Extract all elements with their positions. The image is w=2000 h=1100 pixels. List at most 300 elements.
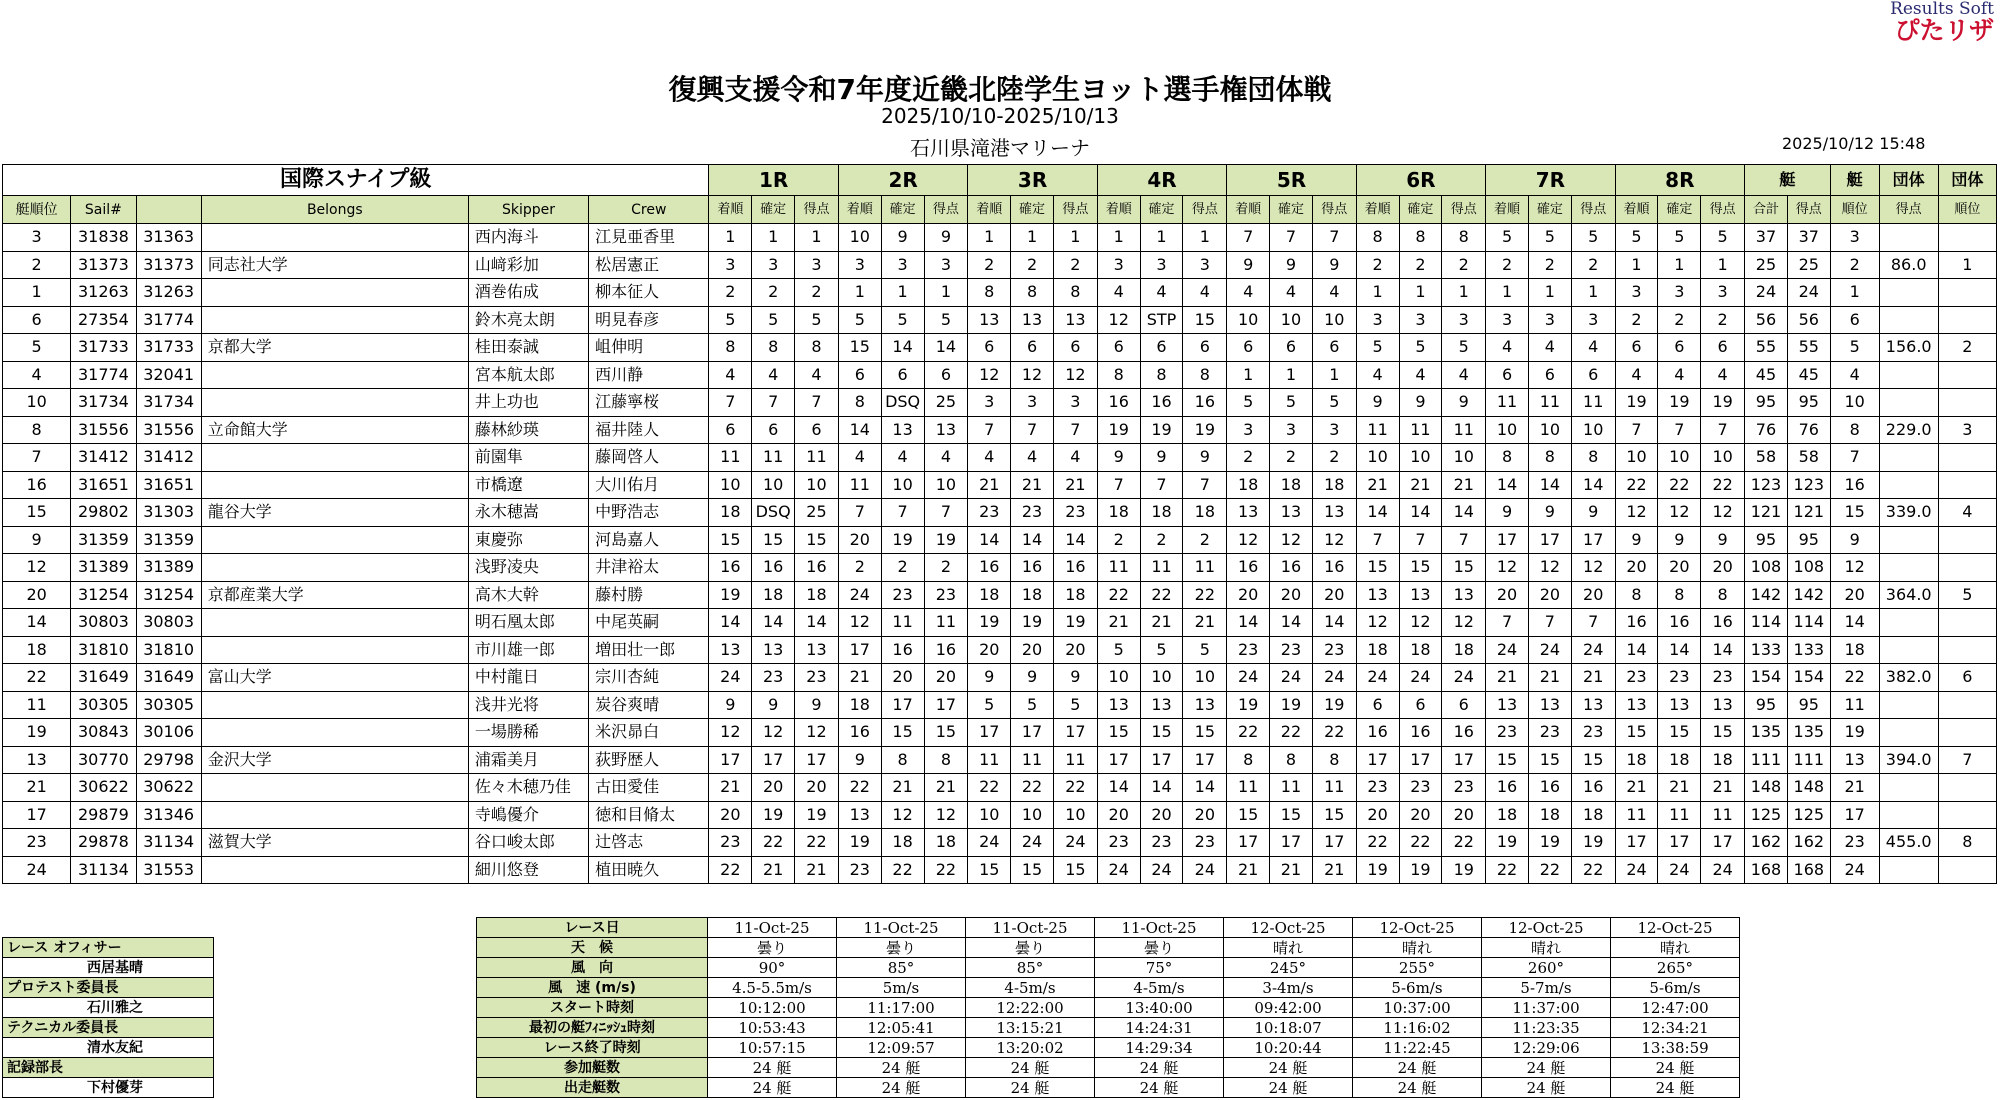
condition-value: 晴れ: [1224, 938, 1353, 958]
race-score-cell: 18: [1571, 801, 1615, 829]
race-score-cell: 16: [1097, 389, 1140, 417]
skipper-cell: 浅野凌央: [468, 554, 588, 582]
race-score-cell: 5: [924, 306, 968, 334]
race-score-cell: 7: [1227, 224, 1270, 252]
crew-cell: 大川佑月: [589, 471, 709, 499]
race-score-cell: 11: [1658, 801, 1701, 829]
race-score-cell: 4: [1615, 361, 1658, 389]
race-header-2: 2R: [838, 165, 967, 196]
team-points-cell: 86.0: [1879, 251, 1938, 279]
team-points-cell: [1879, 471, 1938, 499]
race-score-cell: 21: [838, 664, 881, 692]
team-points-cell: [1879, 526, 1938, 554]
race-score-cell: 17: [709, 746, 752, 774]
race-score-cell: 11: [968, 746, 1011, 774]
boat-rank-cell: 16: [3, 471, 71, 499]
race-score-cell: 12: [1399, 609, 1442, 637]
sub-header-points: 得点: [1312, 196, 1356, 224]
race-score-cell: 4: [1011, 444, 1054, 472]
race-score-cell: 8: [1053, 279, 1097, 307]
race-score-cell: 17: [838, 636, 881, 664]
boat-final-rank-cell: 22: [1830, 664, 1879, 692]
race-score-cell: 19: [1312, 691, 1356, 719]
officer-name: 下村優芽: [3, 1078, 214, 1098]
race-score-cell: 21: [1140, 609, 1183, 637]
race-score-cell: 7: [1011, 416, 1054, 444]
sail-number-2-cell: 31254: [136, 581, 201, 609]
sub-header-finish: 着順: [1356, 196, 1399, 224]
race-score-cell: 7: [1356, 526, 1399, 554]
race-score-cell: 3: [1571, 306, 1615, 334]
team-rank-cell: [1938, 691, 1996, 719]
sail-number-cell: 31373: [71, 251, 136, 279]
race-score-cell: 10: [838, 224, 881, 252]
race-score-cell: 10: [1140, 664, 1183, 692]
boat-rank-cell: 6: [3, 306, 71, 334]
race-score-cell: 14: [1658, 636, 1701, 664]
sub-header-points: 得点: [924, 196, 968, 224]
race-score-cell: 18: [1227, 471, 1270, 499]
race-score-cell: 11: [1011, 746, 1054, 774]
race-score-cell: 23: [1183, 829, 1227, 857]
condition-value: 12:09:57: [837, 1038, 966, 1058]
race-score-cell: 1: [1486, 279, 1529, 307]
race-header-3: 3R: [968, 165, 1097, 196]
race-score-cell: 13: [752, 636, 795, 664]
race-score-cell: 23: [709, 829, 752, 857]
race-score-cell: 2: [1183, 526, 1227, 554]
race-score-cell: 20: [1270, 581, 1313, 609]
points-cell: 56: [1787, 306, 1830, 334]
boat-final-rank-cell: 14: [1830, 609, 1879, 637]
results-soft-logo: [1890, 0, 1994, 44]
race-score-cell: 5: [1053, 691, 1097, 719]
skipper-cell: 永木穂嵩: [468, 499, 588, 527]
race-score-cell: 5: [1701, 224, 1745, 252]
race-score-cell: 24: [1486, 636, 1529, 664]
race-score-cell: 18: [1615, 746, 1658, 774]
race-score-cell: 1: [1183, 224, 1227, 252]
belongs-cell: [201, 856, 468, 884]
race-score-cell: 3: [1011, 389, 1054, 417]
race-score-cell: 19: [1701, 389, 1745, 417]
crew-cell: 井津裕太: [589, 554, 709, 582]
race-score-cell: 15: [881, 719, 924, 747]
race-score-cell: 23: [1528, 719, 1571, 747]
race-score-cell: 17: [924, 691, 968, 719]
race-score-cell: 23: [1486, 719, 1529, 747]
sail-number-2-cell: 31734: [136, 389, 201, 417]
sail-number-2-cell: 31303: [136, 499, 201, 527]
race-score-cell: 16: [1701, 609, 1745, 637]
officer-name-row: [3, 1078, 214, 1098]
race-score-cell: 9: [1227, 251, 1270, 279]
race-score-cell: 8: [1701, 581, 1745, 609]
race-score-cell: 3: [838, 251, 881, 279]
skipper-cell: 山﨑彩加: [468, 251, 588, 279]
race-score-cell: 22: [1701, 471, 1745, 499]
total-cell: 25: [1745, 251, 1788, 279]
race-score-cell: 4: [1183, 279, 1227, 307]
race-score-cell: 3: [881, 251, 924, 279]
sub-header-finish: 着順: [1615, 196, 1658, 224]
total-cell: 154: [1745, 664, 1788, 692]
boat-rank-cell: 19: [3, 719, 71, 747]
crew-cell: 明見春彦: [589, 306, 709, 334]
race-score-cell: 18: [1312, 471, 1356, 499]
race-score-cell: 7: [1615, 416, 1658, 444]
team-rank-cell: [1938, 636, 1996, 664]
race-score-cell: 11: [838, 471, 881, 499]
race-score-cell: 6: [1399, 691, 1442, 719]
belongs-cell: [201, 361, 468, 389]
race-score-cell: 12: [1011, 361, 1054, 389]
race-score-cell: 7: [1053, 416, 1097, 444]
race-score-cell: 6: [924, 361, 968, 389]
race-score-cell: 14: [1571, 471, 1615, 499]
total-cell: 95: [1745, 691, 1788, 719]
race-score-cell: 24: [1399, 664, 1442, 692]
race-score-cell: 20: [1183, 801, 1227, 829]
total-cell: 58: [1745, 444, 1788, 472]
race-score-cell: 9: [1097, 444, 1140, 472]
boat-final-rank-cell: 10: [1830, 389, 1879, 417]
race-score-cell: 6: [1011, 334, 1054, 362]
crew-cell: 植田暁久: [589, 856, 709, 884]
sail-number-2-cell: 31263: [136, 279, 201, 307]
points-cell: 148: [1787, 774, 1830, 802]
crew-cell: 徳和目脩太: [589, 801, 709, 829]
race-score-cell: 9: [1486, 499, 1529, 527]
skipper-cell: 谷口峻太郎: [468, 829, 588, 857]
race-score-cell: 17: [1053, 719, 1097, 747]
race-score-cell: 13: [709, 636, 752, 664]
race-score-cell: 8: [1528, 444, 1571, 472]
race-score-cell: 8: [1486, 444, 1529, 472]
race-score-cell: 7: [1701, 416, 1745, 444]
sail-number-cell: 29802: [71, 499, 136, 527]
team-points-cell: [1879, 224, 1938, 252]
crew-cell: 松居憲正: [589, 251, 709, 279]
sail-number-cell: 30622: [71, 774, 136, 802]
results-table: [2, 164, 1997, 884]
race-score-cell: 10: [1701, 444, 1745, 472]
sail-number-2-cell: 31134: [136, 829, 201, 857]
race-score-cell: 19: [1140, 416, 1183, 444]
race-score-cell: 6: [838, 361, 881, 389]
race-score-cell: 8: [924, 746, 968, 774]
race-score-cell: 12: [1097, 306, 1140, 334]
logo-line-1: Results Soft: [1890, 0, 1994, 19]
race-score-cell: 19: [881, 526, 924, 554]
race-score-cell: 10: [1571, 416, 1615, 444]
race-score-cell: 22: [1399, 829, 1442, 857]
race-header-4: 4R: [1097, 165, 1226, 196]
condition-value: 11:16:02: [1353, 1018, 1482, 1038]
race-score-cell: 6: [1097, 334, 1140, 362]
race-score-cell: 24: [838, 581, 881, 609]
race-score-cell: 23: [1571, 719, 1615, 747]
condition-value: 曇り: [837, 938, 966, 958]
team-points-header-top: 団体: [1879, 165, 1938, 196]
sub-header-final: 確定: [1528, 196, 1571, 224]
condition-value: 24 艇: [708, 1078, 837, 1098]
race-score-cell: 10: [968, 801, 1011, 829]
condition-value: 24 艇: [708, 1058, 837, 1078]
race-score-cell: 5: [1356, 334, 1399, 362]
boat-header: 艇: [1745, 165, 1831, 196]
crew-cell: 西川静: [589, 361, 709, 389]
sail-number-cell: 30305: [71, 691, 136, 719]
belongs-cell: [201, 389, 468, 417]
race-score-cell: 1: [881, 279, 924, 307]
result-row: [3, 471, 1997, 499]
race-score-cell: 19: [1053, 609, 1097, 637]
race-score-cell: 13: [924, 416, 968, 444]
condition-value: 11:23:35: [1482, 1018, 1611, 1038]
race-score-cell: DSQ: [752, 499, 795, 527]
condition-value: 曇り: [1095, 938, 1224, 958]
race-score-cell: 4: [1701, 361, 1745, 389]
race-score-cell: 6: [1053, 334, 1097, 362]
race-score-cell: 18: [1097, 499, 1140, 527]
race-score-cell: 1: [1658, 251, 1701, 279]
crew-cell: 炭谷爽晴: [589, 691, 709, 719]
race-score-cell: 7: [924, 499, 968, 527]
team-rank-cell: [1938, 774, 1996, 802]
points-cell: 154: [1787, 664, 1830, 692]
race-score-cell: 3: [1312, 416, 1356, 444]
condition-value: 24 艇: [966, 1078, 1095, 1098]
total-cell: 24: [1745, 279, 1788, 307]
race-score-cell: 5: [1183, 636, 1227, 664]
race-score-cell: 6: [881, 361, 924, 389]
race-score-cell: 1: [1399, 279, 1442, 307]
race-score-cell: 4: [1140, 279, 1183, 307]
race-score-cell: 11: [1227, 774, 1270, 802]
condition-value: 24 艇: [1224, 1078, 1353, 1098]
race-score-cell: 22: [924, 856, 968, 884]
race-score-cell: 8: [752, 334, 795, 362]
belongs-cell: 同志社大学: [201, 251, 468, 279]
race-score-cell: 15: [1571, 746, 1615, 774]
race-score-cell: 23: [1097, 829, 1140, 857]
race-score-cell: 15: [1658, 719, 1701, 747]
race-score-cell: 1: [1312, 361, 1356, 389]
condition-value: 24 艇: [837, 1058, 966, 1078]
condition-row: [477, 1058, 1740, 1078]
race-score-cell: 6: [1442, 691, 1486, 719]
team-points-cell: 156.0: [1879, 334, 1938, 362]
condition-row: [477, 1078, 1740, 1098]
race-score-cell: 10: [1356, 444, 1399, 472]
points-cell: 95: [1787, 526, 1830, 554]
race-score-cell: 9: [1615, 526, 1658, 554]
race-score-cell: 24: [1571, 636, 1615, 664]
race-score-cell: 8: [1658, 581, 1701, 609]
race-score-cell: 9: [1356, 389, 1399, 417]
race-score-cell: 21: [1227, 856, 1270, 884]
race-score-cell: 10: [752, 471, 795, 499]
points-cell: 142: [1787, 581, 1830, 609]
skipper-cell: 藤林紗瑛: [468, 416, 588, 444]
boat-rank-cell: 1: [3, 279, 71, 307]
boat-rank-cell: 14: [3, 609, 71, 637]
race-score-cell: 21: [1053, 471, 1097, 499]
crew-cell: 福井陸人: [589, 416, 709, 444]
boat-rank-cell: 21: [3, 774, 71, 802]
race-score-cell: 16: [1399, 719, 1442, 747]
condition-value: 4.5-5.5m/s: [708, 978, 837, 998]
race-score-cell: 6: [1615, 334, 1658, 362]
sail-number-2-cell: 31346: [136, 801, 201, 829]
race-score-cell: 23: [1356, 774, 1399, 802]
team-rank-cell: [1938, 224, 1996, 252]
total-cell: 142: [1745, 581, 1788, 609]
boat-final-rank-cell: 3: [1830, 224, 1879, 252]
race-score-cell: 15: [1227, 801, 1270, 829]
sub-header-finish: 着順: [968, 196, 1011, 224]
sail-number-cell: 30843: [71, 719, 136, 747]
race-score-cell: 20: [1486, 581, 1529, 609]
col-header-sail: Sail#: [71, 196, 136, 224]
race-header-7: 7R: [1486, 165, 1615, 196]
race-score-cell: 3: [1701, 279, 1745, 307]
race-score-cell: 2: [1615, 306, 1658, 334]
race-score-cell: 5: [1658, 224, 1701, 252]
points-cell: 25: [1787, 251, 1830, 279]
condition-value: 10:18:07: [1224, 1018, 1353, 1038]
race-score-cell: 8: [1442, 224, 1486, 252]
race-score-cell: 1: [838, 279, 881, 307]
condition-value: 5-7m/s: [1482, 978, 1611, 998]
race-score-cell: 2: [752, 279, 795, 307]
race-score-cell: 13: [1528, 691, 1571, 719]
condition-value: 晴れ: [1353, 938, 1482, 958]
boat-final-rank-cell: 1: [1830, 279, 1879, 307]
race-score-cell: 7: [1658, 416, 1701, 444]
race-score-cell: 4: [881, 444, 924, 472]
race-score-cell: 11: [924, 609, 968, 637]
condition-value: 10:37:00: [1353, 998, 1482, 1018]
race-score-cell: 12: [752, 719, 795, 747]
boat-rank-cell: 10: [3, 389, 71, 417]
race-score-cell: 23: [1053, 499, 1097, 527]
condition-label: 出走艇数: [477, 1078, 708, 1098]
race-score-cell: 7: [1399, 526, 1442, 554]
race-score-cell: 24: [1356, 664, 1399, 692]
condition-value: 260°: [1482, 958, 1611, 978]
race-score-cell: 9: [1658, 526, 1701, 554]
race-score-cell: 22: [881, 856, 924, 884]
condition-value: 13:20:02: [966, 1038, 1095, 1058]
race-score-cell: 17: [1183, 746, 1227, 774]
points-cell: 45: [1787, 361, 1830, 389]
race-score-cell: 4: [709, 361, 752, 389]
boat-final-rank-cell: 15: [1830, 499, 1879, 527]
condition-value: 09:42:00: [1224, 998, 1353, 1018]
race-score-cell: 19: [1571, 829, 1615, 857]
race-score-cell: 19: [924, 526, 968, 554]
race-score-cell: 19: [838, 829, 881, 857]
condition-row: [477, 918, 1740, 938]
boat-final-rank-cell: 2: [1830, 251, 1879, 279]
logo-line-2: ぴたリザ: [1894, 16, 1994, 45]
race-score-cell: 20: [795, 774, 839, 802]
race-score-cell: 21: [709, 774, 752, 802]
condition-value: 10:57:15: [708, 1038, 837, 1058]
race-score-cell: 12: [1270, 526, 1313, 554]
condition-value: 12-Oct-25: [1482, 918, 1611, 938]
crew-cell: 柳本征人: [589, 279, 709, 307]
race-score-cell: 24: [1011, 829, 1054, 857]
race-score-cell: 8: [1227, 746, 1270, 774]
result-row: [3, 856, 1997, 884]
race-score-cell: 15: [1270, 801, 1313, 829]
race-score-cell: 5: [968, 691, 1011, 719]
condition-label: 風 向: [477, 958, 708, 978]
race-score-cell: 10: [1658, 444, 1701, 472]
race-score-cell: 8: [838, 389, 881, 417]
race-score-cell: 24: [1227, 664, 1270, 692]
condition-value: 11:22:45: [1353, 1038, 1482, 1058]
race-score-cell: 10: [1442, 444, 1486, 472]
race-score-cell: 13: [1442, 581, 1486, 609]
boat-final-rank-cell: 17: [1830, 801, 1879, 829]
condition-label: 参加艇数: [477, 1058, 708, 1078]
condition-row: [477, 1018, 1740, 1038]
race-score-cell: 11: [1442, 416, 1486, 444]
race-score-cell: 2: [1486, 251, 1529, 279]
race-score-cell: 21: [1011, 471, 1054, 499]
condition-value: 4-5m/s: [966, 978, 1095, 998]
skipper-cell: 明石凰太郎: [468, 609, 588, 637]
race-score-cell: 2: [1011, 251, 1054, 279]
race-score-cell: 16: [1658, 609, 1701, 637]
crew-cell: 江藤寧桜: [589, 389, 709, 417]
race-score-cell: 20: [1528, 581, 1571, 609]
team-points-cell: [1879, 609, 1938, 637]
skipper-cell: 桂田泰誠: [468, 334, 588, 362]
race-score-cell: 8: [1615, 581, 1658, 609]
condition-label: 最初の艇ﾌｨﾆｯｼｭ時刻: [477, 1018, 708, 1038]
total-cell: 125: [1745, 801, 1788, 829]
sail-number-2-cell: 31373: [136, 251, 201, 279]
race-score-cell: 6: [709, 416, 752, 444]
report-timestamp: 2025/10/12 15:48: [1782, 134, 1926, 153]
condition-value: 13:38:59: [1611, 1038, 1740, 1058]
race-score-cell: 21: [752, 856, 795, 884]
result-row: [3, 444, 1997, 472]
race-score-cell: 2: [924, 554, 968, 582]
condition-value: 11-Oct-25: [708, 918, 837, 938]
skipper-cell: 高木大幹: [468, 581, 588, 609]
race-score-cell: 6: [1571, 361, 1615, 389]
race-score-cell: 21: [795, 856, 839, 884]
sail-number-cell: 31263: [71, 279, 136, 307]
race-score-cell: 9: [1011, 664, 1054, 692]
race-score-cell: 19: [795, 801, 839, 829]
race-score-cell: 23: [881, 581, 924, 609]
race-score-cell: 18: [1183, 499, 1227, 527]
sub-header-final: 確定: [1399, 196, 1442, 224]
race-score-cell: STP: [1140, 306, 1183, 334]
race-score-cell: 19: [1486, 829, 1529, 857]
result-row: [3, 719, 1997, 747]
page-title: 復興支援令和7年度近畿北陸学生ヨット選手権団体戦: [668, 73, 1332, 106]
race-score-cell: 7: [795, 389, 839, 417]
points-cell: 108: [1787, 554, 1830, 582]
